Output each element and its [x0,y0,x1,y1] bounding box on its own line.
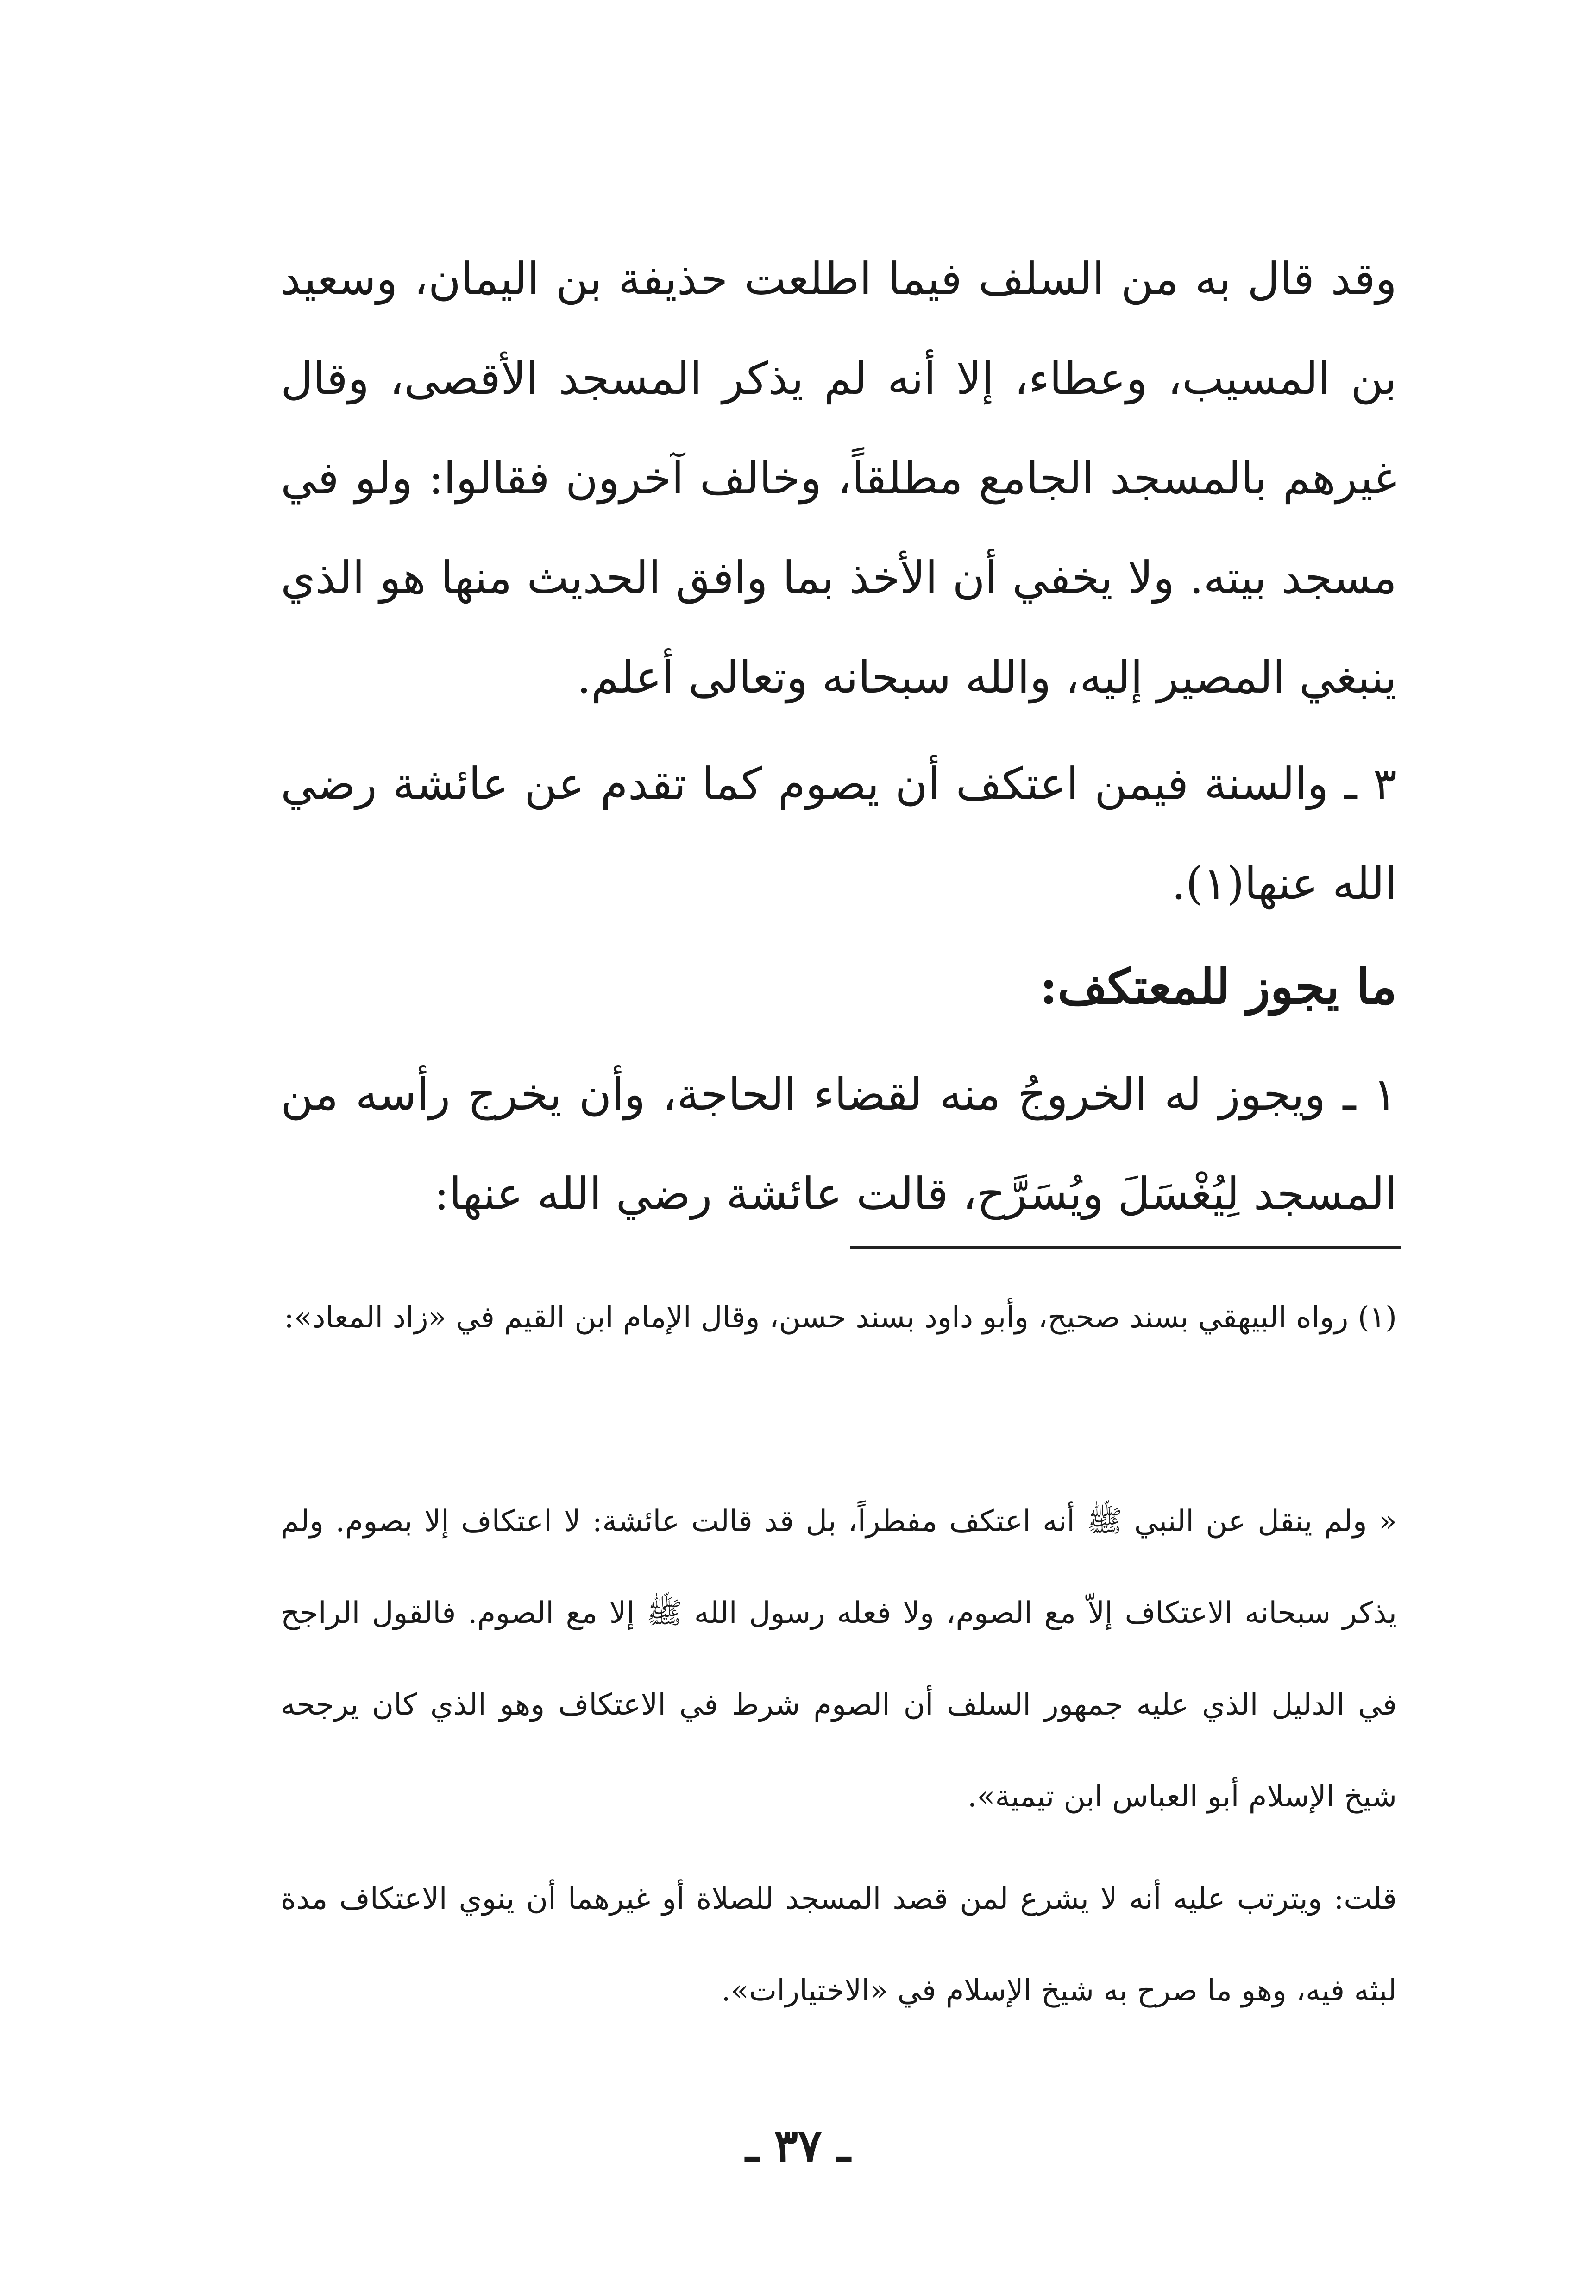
footnote-1: (١) رواه البيهقي بسند صحيح، وأبو داود بسند حسن، وقال الإمام ابن القيم في «زاد المعاد»: [284,1300,1397,1335]
page-number: ـ ٣٧ ـ [745,2119,851,2172]
footnote-divider [850,1246,1401,1249]
footnote-comment: قلت: ويترتب عليه أنه لا يشرع لمن قصد المسجد للصلاة أو غيرهما أن ينوي الاعتكاف مدة لبثه فيه، وهو ما صرح به شيخ الإسلام في «الاختيارات». [281,1882,1397,2008]
body-paragraph-3: ١ ـ ويجوز له الخروجُ منه لقضاء الحاجة، وأن يخرج رأسه من المسجد لِيُغْسَلَ ويُسَرَّح، قالت عائشة رضي الله عنها: [281,1068,1397,1220]
footnote-quote: « ولم ينقل عن النبي ﷺ أنه اعتكف مفطراً، بل قد قالت عائشة: لا اعتكاف إلا بصوم. ولم يذكر سبحانه الاعتكاف إلاّ مع الصوم، ولا فعله رسول الله ﷺ إلا مع الصوم. فالقول الراجح في الدليل الذي عليه جمهور السلف أن الصوم شرط في الاعتكاف وهو الذي كان يرجحه شيخ الإسلام أبو العباس ابن تيمية». [281,1504,1397,1814]
section-heading: ما يجوز للمعتكف: [1039,958,1397,1015]
body-paragraph-1: وقد قال به من السلف فيما اطلعت حذيفة بن اليمان، وسعيد بن المسيب، وعطاء، إلا أنه لم يذكر المسجد الأقصى، وقال غيرهم بالمسجد الجامع مطلقاً، وخالف آخرون فقالوا: ولو في مسجد بيته. ولا يخفي أن الأخذ بما وافق الحديث منها هو الذي ينبغي المصير إليه، والله سبحانه وتعالى أعلم. [281,253,1397,703]
body-paragraph-2: ٣ ـ والسنة فيمن اعتكف أن يصوم كما تقدم عن عائشة رضي الله عنها(١). [281,758,1397,909]
